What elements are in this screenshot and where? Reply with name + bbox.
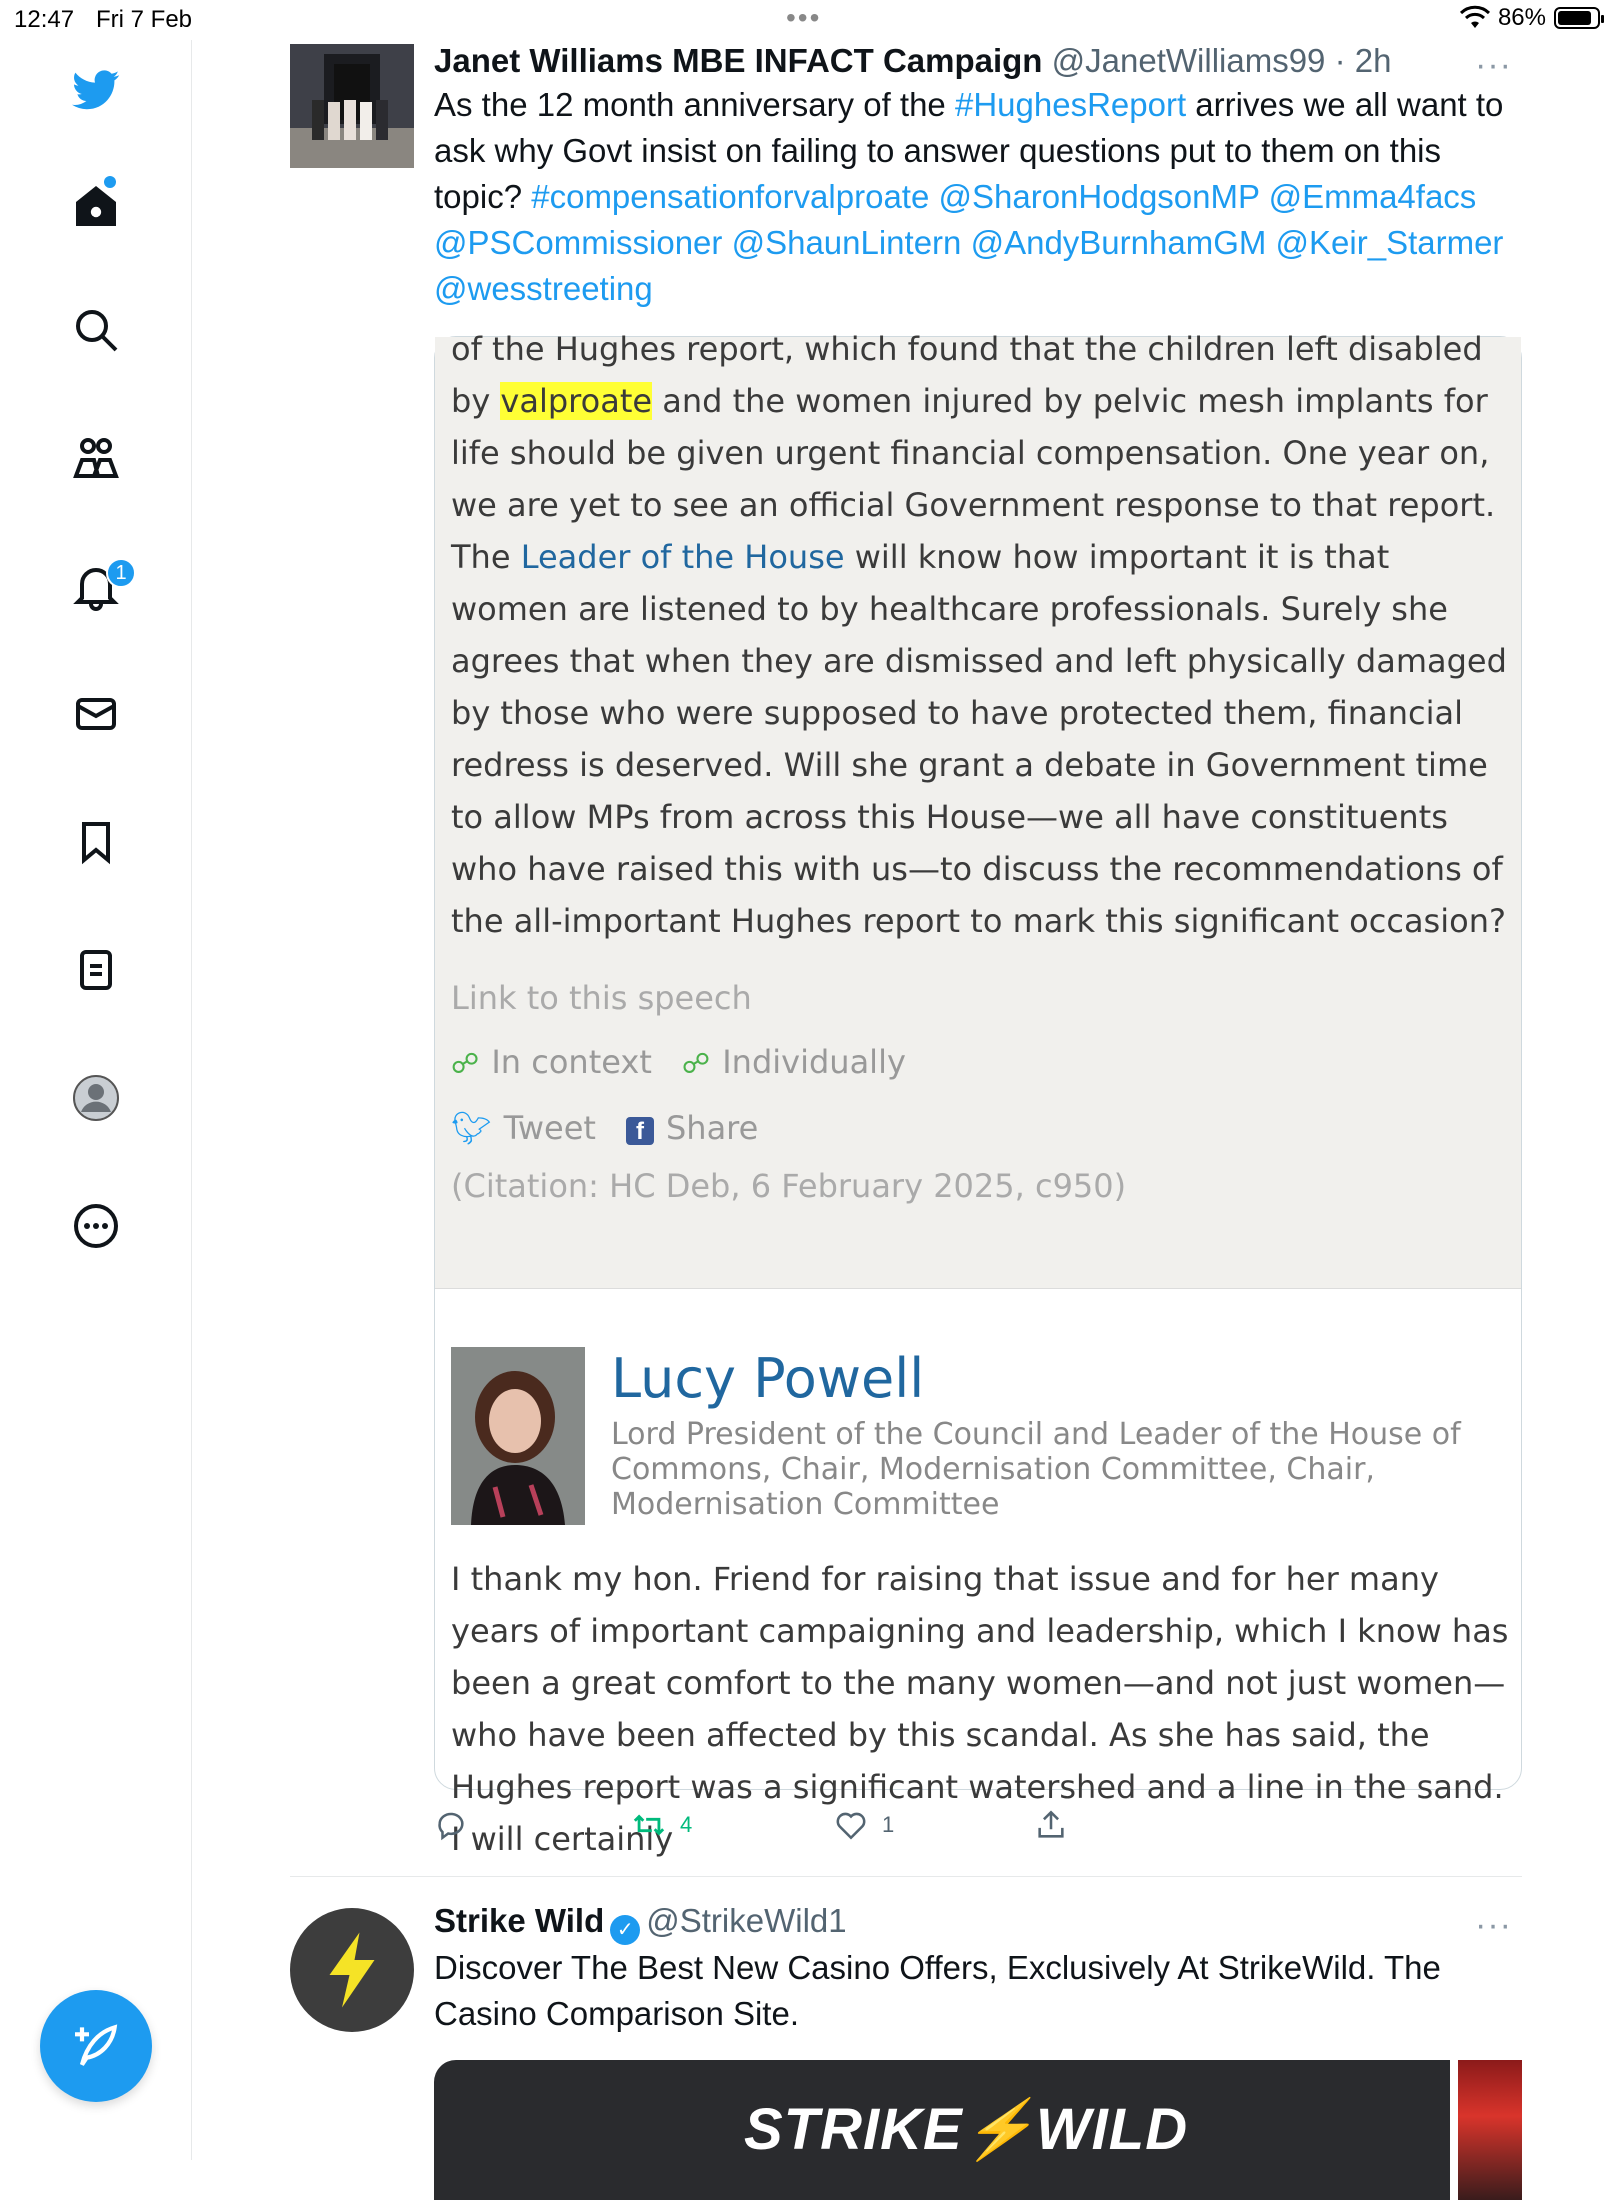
status-date: Fri 7 Feb bbox=[96, 6, 193, 33]
envelope-icon bbox=[72, 690, 120, 738]
author-name[interactable]: Janet Williams MBE INFACT Campaign bbox=[434, 42, 1043, 79]
heart-icon bbox=[834, 1808, 868, 1842]
mention-link[interactable]: @Keir_Starmer bbox=[1275, 224, 1504, 261]
reply-icon bbox=[434, 1808, 468, 1842]
tweet-share-link bbox=[451, 1109, 596, 1147]
hansard-speech-block bbox=[435, 330, 1521, 1289]
verified-badge-icon: ✓ bbox=[610, 1915, 640, 1945]
hashtag-link[interactable]: #compensationforvalproate bbox=[531, 178, 930, 215]
sidebar-item-home[interactable] bbox=[60, 170, 132, 242]
tweet-media-image[interactable] bbox=[434, 330, 1522, 1858]
twitter-logo-icon[interactable] bbox=[60, 54, 132, 126]
like-button[interactable] bbox=[834, 1808, 894, 1842]
speech-bubble-icon: ☍ bbox=[451, 1047, 480, 1080]
home-new-dot bbox=[104, 176, 116, 188]
link-to-speech: Link to this speech bbox=[451, 979, 752, 1017]
retweet-count: 4 bbox=[680, 1812, 693, 1837]
more-circle-icon bbox=[72, 1202, 120, 1250]
hashtag-link[interactable]: #HughesReport bbox=[954, 86, 1187, 123]
mention-link[interactable]: @wesstreeting bbox=[434, 270, 653, 307]
ad-side-image bbox=[1458, 2060, 1522, 2200]
notifications-badge: 1 bbox=[106, 558, 136, 588]
sidebar-item-bookmarks[interactable] bbox=[60, 806, 132, 878]
author-handle[interactable]: @JanetWilliams99 bbox=[1051, 42, 1326, 79]
retweet-button[interactable] bbox=[632, 1808, 692, 1842]
strikewild-avatar[interactable] bbox=[290, 1908, 414, 2032]
status-bar bbox=[0, 0, 1620, 40]
reply-text: I thank my hon. Friend for raising that issue and for her many years of important campaigning and leadership, which I know has been a great comfort to the many women—and not just women—who have been affected by this scandal. As she has said, the Hughes report was a significant watershed and a line in the sand. I will certainly bbox=[451, 1560, 1509, 1858]
status-right bbox=[1460, 4, 1600, 32]
tweet-actions bbox=[434, 1808, 1094, 1858]
sidebar-item-messages[interactable] bbox=[60, 678, 132, 750]
tweet-text bbox=[434, 82, 1522, 312]
ad-banner bbox=[434, 2060, 1450, 2200]
status-time: 12:47 bbox=[14, 6, 75, 33]
author-name[interactable]: Strike Wild bbox=[434, 1902, 605, 1939]
like-count: 1 bbox=[882, 1812, 895, 1837]
compose-feather-icon bbox=[68, 2018, 124, 2074]
compose-tweet-button[interactable] bbox=[40, 1990, 152, 2102]
individually-link bbox=[682, 1043, 906, 1081]
author-handle[interactable]: @StrikeWild1 bbox=[646, 1902, 847, 1939]
profile-avatar-icon bbox=[72, 1074, 120, 1122]
tweet-text: Discover The Best New Casino Offers, Exclusively At StrikeWild. The Casino Comparison Site. bbox=[434, 1949, 1441, 2032]
tweet-header bbox=[434, 40, 1522, 82]
mention-link[interactable]: @SharonHodgsonMP bbox=[938, 178, 1260, 215]
tweet-text-part: arrives we all want to ask why Govt insist on failing to answer questions put to them on this topic? bbox=[434, 86, 1504, 215]
search-icon bbox=[72, 306, 120, 354]
share-button[interactable] bbox=[1034, 1808, 1068, 1842]
battery-icon bbox=[1554, 7, 1600, 29]
tweet-content bbox=[434, 40, 1522, 312]
search-highlight: valproate bbox=[500, 382, 653, 420]
sidebar-item-notifications[interactable] bbox=[60, 550, 132, 622]
leader-of-house-link: Leader of the House bbox=[520, 538, 845, 576]
author-avatar[interactable] bbox=[290, 44, 414, 168]
retweet-icon bbox=[632, 1808, 666, 1842]
lightning-icon bbox=[322, 1930, 382, 2010]
mention-link[interactable]: @PSCommissioner bbox=[434, 224, 723, 261]
in-context-link bbox=[451, 1043, 652, 1081]
wifi-icon bbox=[1460, 6, 1490, 30]
sidebar-item-more[interactable] bbox=[60, 1190, 132, 1262]
member-role: Lord President of the Council and Leader of the House of Commons, Chair, Modernisation Committee, Chair, Modernisation Committee bbox=[611, 1417, 1461, 1522]
lists-icon bbox=[72, 946, 120, 994]
tweet-more-button[interactable]: ··· bbox=[1475, 1906, 1512, 1944]
mention-link[interactable]: @Emma4facs bbox=[1268, 178, 1477, 215]
tweet-share-label: Tweet bbox=[503, 1109, 596, 1147]
speech-text bbox=[451, 323, 1511, 947]
strikewild-logo: STRIKE⚡WILD bbox=[744, 2097, 1189, 2162]
reply-button[interactable] bbox=[434, 1808, 468, 1842]
tweet-timestamp[interactable]: · 2h bbox=[1334, 42, 1392, 79]
home-icon bbox=[72, 182, 120, 230]
bookmark-icon bbox=[72, 818, 120, 866]
tweet-more-button[interactable]: ··· bbox=[1475, 46, 1512, 84]
individually-label: Individually bbox=[722, 1043, 906, 1081]
member-name: Lucy Powell bbox=[611, 1347, 925, 1410]
in-context-label: In context bbox=[491, 1043, 652, 1081]
ad-media-image[interactable] bbox=[434, 2060, 1522, 2180]
facebook-icon: f bbox=[626, 1117, 654, 1145]
sidebar-item-lists[interactable] bbox=[60, 934, 132, 1006]
mention-link[interactable]: @ShaunLintern bbox=[731, 224, 962, 261]
battery-percent: 86% bbox=[1497, 4, 1546, 31]
twitter-bird-icon: 🐦︎ bbox=[451, 1109, 492, 1147]
speech-cut-line: of the Hughes report, which found that the children left disabled by bbox=[451, 330, 1483, 420]
sidebar-nav bbox=[0, 40, 192, 2160]
communities-icon bbox=[72, 434, 120, 482]
mention-link[interactable]: @AndyBurnhamGM bbox=[970, 224, 1267, 261]
speech-bubble-icon: ☍ bbox=[681, 1047, 711, 1080]
sidebar-item-explore[interactable] bbox=[60, 294, 132, 366]
sidebar-item-communities[interactable] bbox=[60, 422, 132, 494]
share-icon bbox=[1034, 1808, 1068, 1842]
speech-text-part: will know how important it is that women are listened to by healthcare professionals. Surely she agrees that when they are dismissed and left physically damaged by those who were supposed to have protected them, financial redress is deserved. Will she grant a debate in Government time to allow MPs from across this House—we all have constituents who have raised this with us—to discuss the recommendations of the all-important Hughes report to mark this significant occasion? bbox=[451, 538, 1507, 940]
member-photo bbox=[451, 1347, 585, 1525]
tweet-header bbox=[434, 1900, 1522, 1945]
context-links bbox=[451, 1043, 1351, 1081]
citation: (Citation: HC Deb, 6 February 2025, c950) bbox=[451, 1167, 1127, 1205]
share-links bbox=[451, 1109, 1351, 1147]
speech-text-part: and the women injured by pelvic mesh implants for life should be given urgent financial compensation. One year on, we are yet to see an official Government response to that report. The bbox=[451, 382, 1496, 576]
facebook-share-link bbox=[626, 1109, 758, 1147]
facebook-share-label: Share bbox=[665, 1109, 759, 1147]
sidebar-item-profile[interactable] bbox=[60, 1062, 132, 1134]
tweet-divider bbox=[290, 1876, 1522, 1877]
multitasking-dots[interactable]: ••• bbox=[786, 2, 822, 33]
tweet-text-part: As the 12 month anniversary of the bbox=[434, 86, 955, 123]
tweet-content bbox=[434, 1900, 1522, 2037]
member-header bbox=[451, 1347, 1511, 1527]
